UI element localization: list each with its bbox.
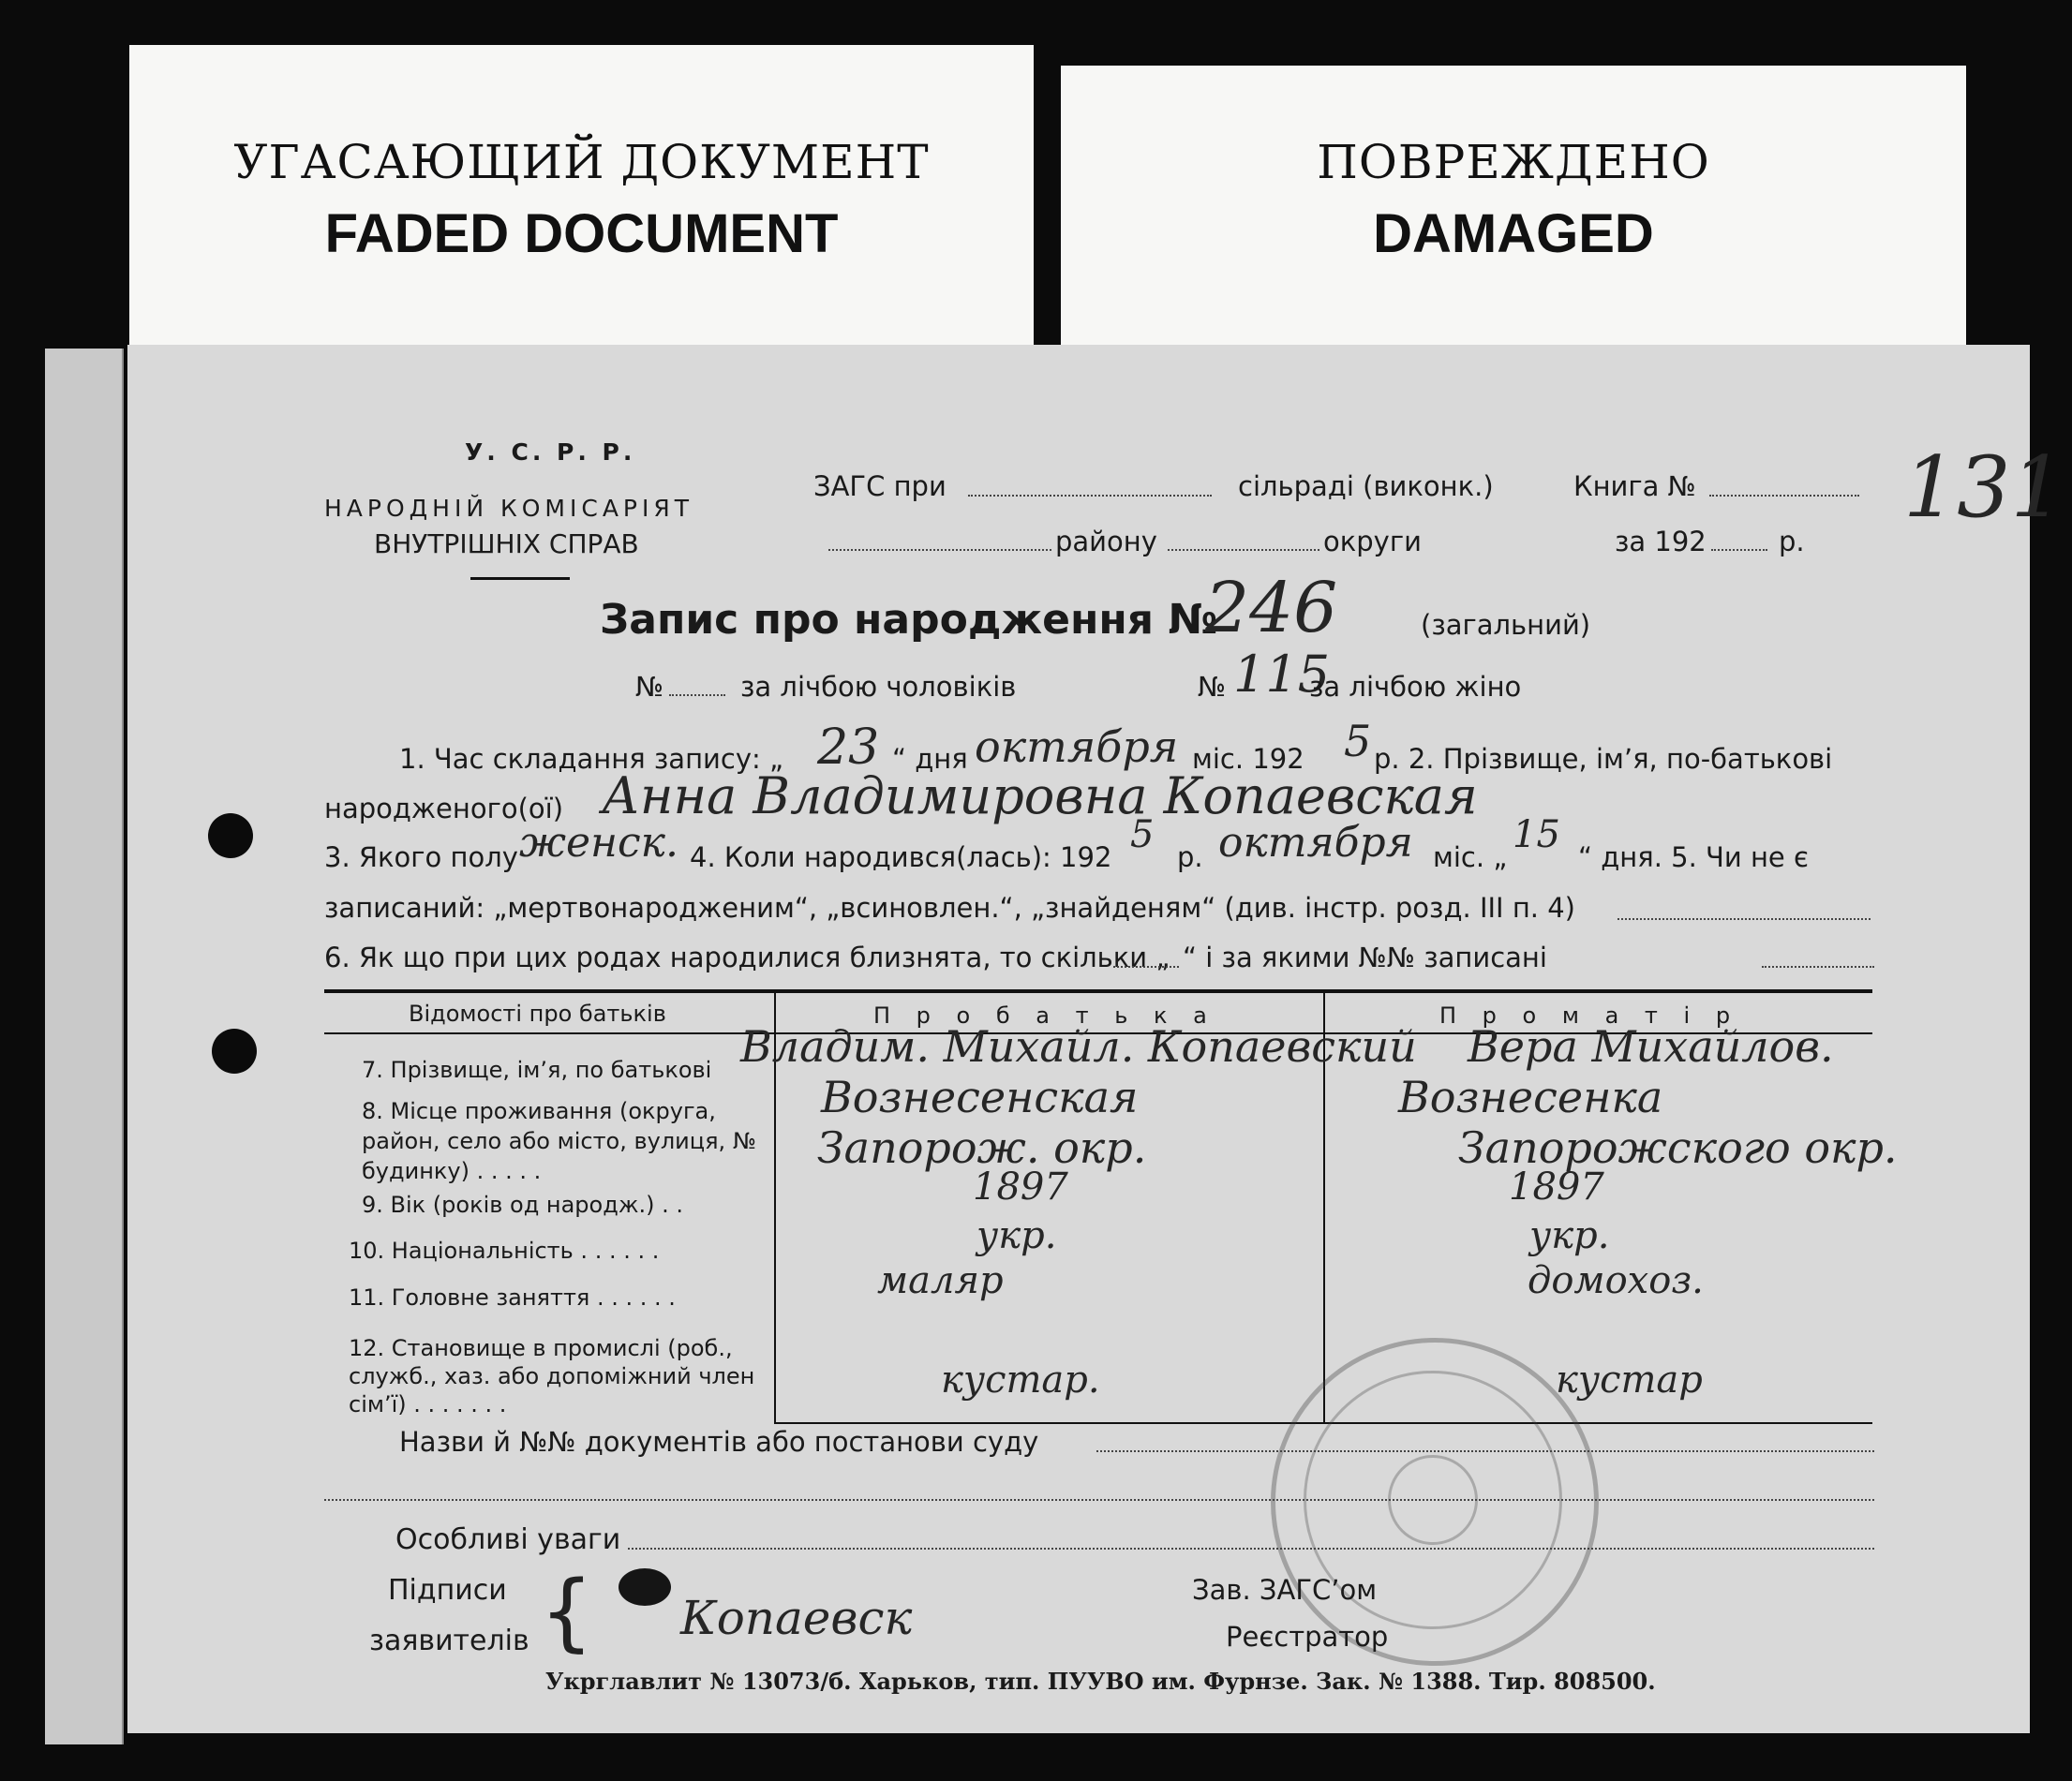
father-age: 1897 [973, 1165, 1068, 1209]
documents-field-2 [324, 1499, 1874, 1501]
header-underline [470, 577, 570, 580]
signatures-label-2: заявителів [369, 1625, 529, 1657]
row-11-label: 11. Головне заняття . . . . . . [349, 1284, 676, 1311]
page-number: 131 [1903, 438, 2065, 537]
okruha-field [1168, 549, 1319, 551]
page-title: Запис про народження № [600, 596, 1218, 644]
twins-records-field [1762, 966, 1874, 968]
year-field [1711, 549, 1767, 551]
women-count-label: за лічбою жіно [1309, 671, 1522, 703]
signatures-brace: { [540, 1563, 594, 1661]
documents-label: Назви й №№ документів або постанови суду [399, 1426, 1039, 1458]
birth-record-form [127, 345, 2065, 1733]
usrr-label: У. С. Р. Р. [465, 438, 636, 466]
row-8-label: 8. Місце проживання (округа, район, село або місто, вулиця, № будинку) . . . . . [362, 1098, 756, 1184]
special-notes-label: Особливі уваги [395, 1523, 621, 1556]
line-4-field [1617, 918, 1871, 920]
table-top-rule [324, 989, 1872, 993]
mother-place-2: Запорожского окр. [1458, 1122, 1898, 1173]
father-nationality: укр. [976, 1214, 1057, 1257]
line-1-d: р. 2. Прізвище, ім’я, по-батькові [1374, 743, 1833, 775]
faded-label-en: FADED DOCUMENT [324, 203, 839, 264]
birth-year: 5 [1130, 813, 1155, 856]
commissariat-line-2: ВНУТРІШНІХ СПРАВ [374, 528, 639, 559]
line-5-b: “ і за якими №№ записані [1183, 942, 1547, 973]
women-no-label: № [1198, 671, 1227, 703]
col-father-header: П р о б а т ь к а [873, 1002, 1216, 1029]
commissariat-line-1: НАРОДНІЙ КОМІСАРІЯТ [324, 495, 694, 522]
col-info-header: Відомості про батьків [409, 1001, 666, 1027]
signatures-label-1: Підписи [388, 1574, 507, 1607]
special-notes-field [628, 1548, 1874, 1550]
official-stamp [1271, 1338, 1599, 1666]
binding-strip [45, 349, 124, 1744]
birth-month: октября [1218, 819, 1413, 867]
child-name: Анна Владимировна Копаевская [602, 766, 1478, 825]
zags-label: ЗАГС при [813, 470, 947, 502]
father-name: Владим. Михайл. Копаевский [740, 1021, 1417, 1072]
mother-name: Вера Михайлов. [1468, 1021, 1834, 1072]
father-place-2: Запорож. окр. [817, 1122, 1147, 1173]
father-occupation: маляр [877, 1259, 1004, 1302]
damaged-label-ru: ПОВРЕЖДЕНО [1317, 135, 1710, 189]
mother-nationality: укр. [1529, 1214, 1610, 1257]
birth-day: 15 [1513, 813, 1560, 856]
punch-hole-1 [208, 813, 253, 858]
damaged-card [1061, 66, 1966, 347]
mother-age: 1897 [1509, 1165, 1604, 1209]
mother-status: кустар [1556, 1358, 1703, 1402]
record-number: 246 [1205, 568, 1338, 648]
men-no-label: № [635, 671, 664, 703]
title-suffix: (загальний) [1421, 609, 1591, 641]
col-mother-header: П р о м а т і р [1439, 1002, 1740, 1029]
faded-label-ru: УГАСАЮЩИЙ ДОКУМЕНТ [233, 135, 930, 189]
women-number: 115 [1233, 645, 1331, 704]
men-count-label: за лічбою чоловіків [740, 671, 1017, 703]
ink-blot [619, 1568, 671, 1606]
twins-count-field [1113, 966, 1179, 968]
line-4: записаний: „мертвонародженим“, „всиновлен.“, „знайденям“ (див. інстр. розд. III п. 4) [324, 892, 1575, 924]
damaged-label-en: DAMAGED [1373, 203, 1654, 264]
documents-field [1096, 1450, 1874, 1452]
record-month: октября [975, 721, 1179, 772]
child-sex: женск. [519, 819, 678, 867]
print-imprint: Укрглавлит № 13073/б. Харьков, тип. ПУУВО им. Фурнзе. Зак. № 1388. Тир. 808500. [545, 1668, 1656, 1695]
line-3-a: 3. Якого полу [324, 841, 518, 873]
record-day: 23 [817, 720, 880, 776]
line-5-a: 6. Як що при цих родах народилися близнята, то скільки „ [324, 942, 1170, 973]
knyha-label: Книга № [1573, 470, 1696, 502]
line-1-b: “ дня [892, 743, 968, 775]
raion-field [828, 549, 1051, 551]
mother-place-1: Вознесенка [1398, 1072, 1663, 1122]
line-3-e: “ дня. 5. Чи не є [1578, 841, 1809, 873]
row-12-label: 12. Становище в промислі (роб., служб., хаз. або допоміжний член сім’ї) . . . . . . . [349, 1335, 755, 1417]
applicant-signature: Копаевск [680, 1591, 913, 1645]
line-1-a: 1. Час складання запису: „ [399, 743, 783, 775]
father-place-1: Вознесенская [821, 1072, 1139, 1122]
zags-field [968, 495, 1212, 497]
row-10-label: 10. Національність . . . . . . [349, 1238, 660, 1264]
line-3-b: 4. Коли народився(лась): 192 [690, 841, 1112, 873]
r-label: р. [1779, 526, 1805, 557]
faded-document-card [129, 45, 1034, 345]
row-9-label: 9. Вік (років од народж.) . . [362, 1192, 683, 1218]
zav-zags-label: Зав. ЗАГС’ом [1192, 1574, 1378, 1606]
record-year: 5 [1344, 716, 1372, 766]
mother-occupation: домохоз. [1528, 1259, 1704, 1302]
father-status: кустар. [941, 1358, 1100, 1402]
za-192-label: за 192 [1615, 526, 1707, 557]
line-3-c: р. [1177, 841, 1203, 873]
men-no-field [669, 694, 725, 696]
registrar-label: Реєстратор [1226, 1621, 1389, 1653]
row-7-label: 7. Прізвище, ім’я, по батькові [362, 1057, 712, 1083]
silradi-label: сільраді (виконк.) [1238, 470, 1494, 502]
punch-hole-2 [212, 1029, 257, 1074]
okruhy-label: округи [1323, 526, 1422, 557]
line-2: народженого(ої) [324, 793, 564, 824]
line-3-d: міс. „ [1433, 841, 1508, 873]
raionu-label: району [1055, 526, 1157, 557]
knyha-field [1709, 495, 1859, 497]
line-1-c: міс. 192 [1192, 743, 1304, 775]
